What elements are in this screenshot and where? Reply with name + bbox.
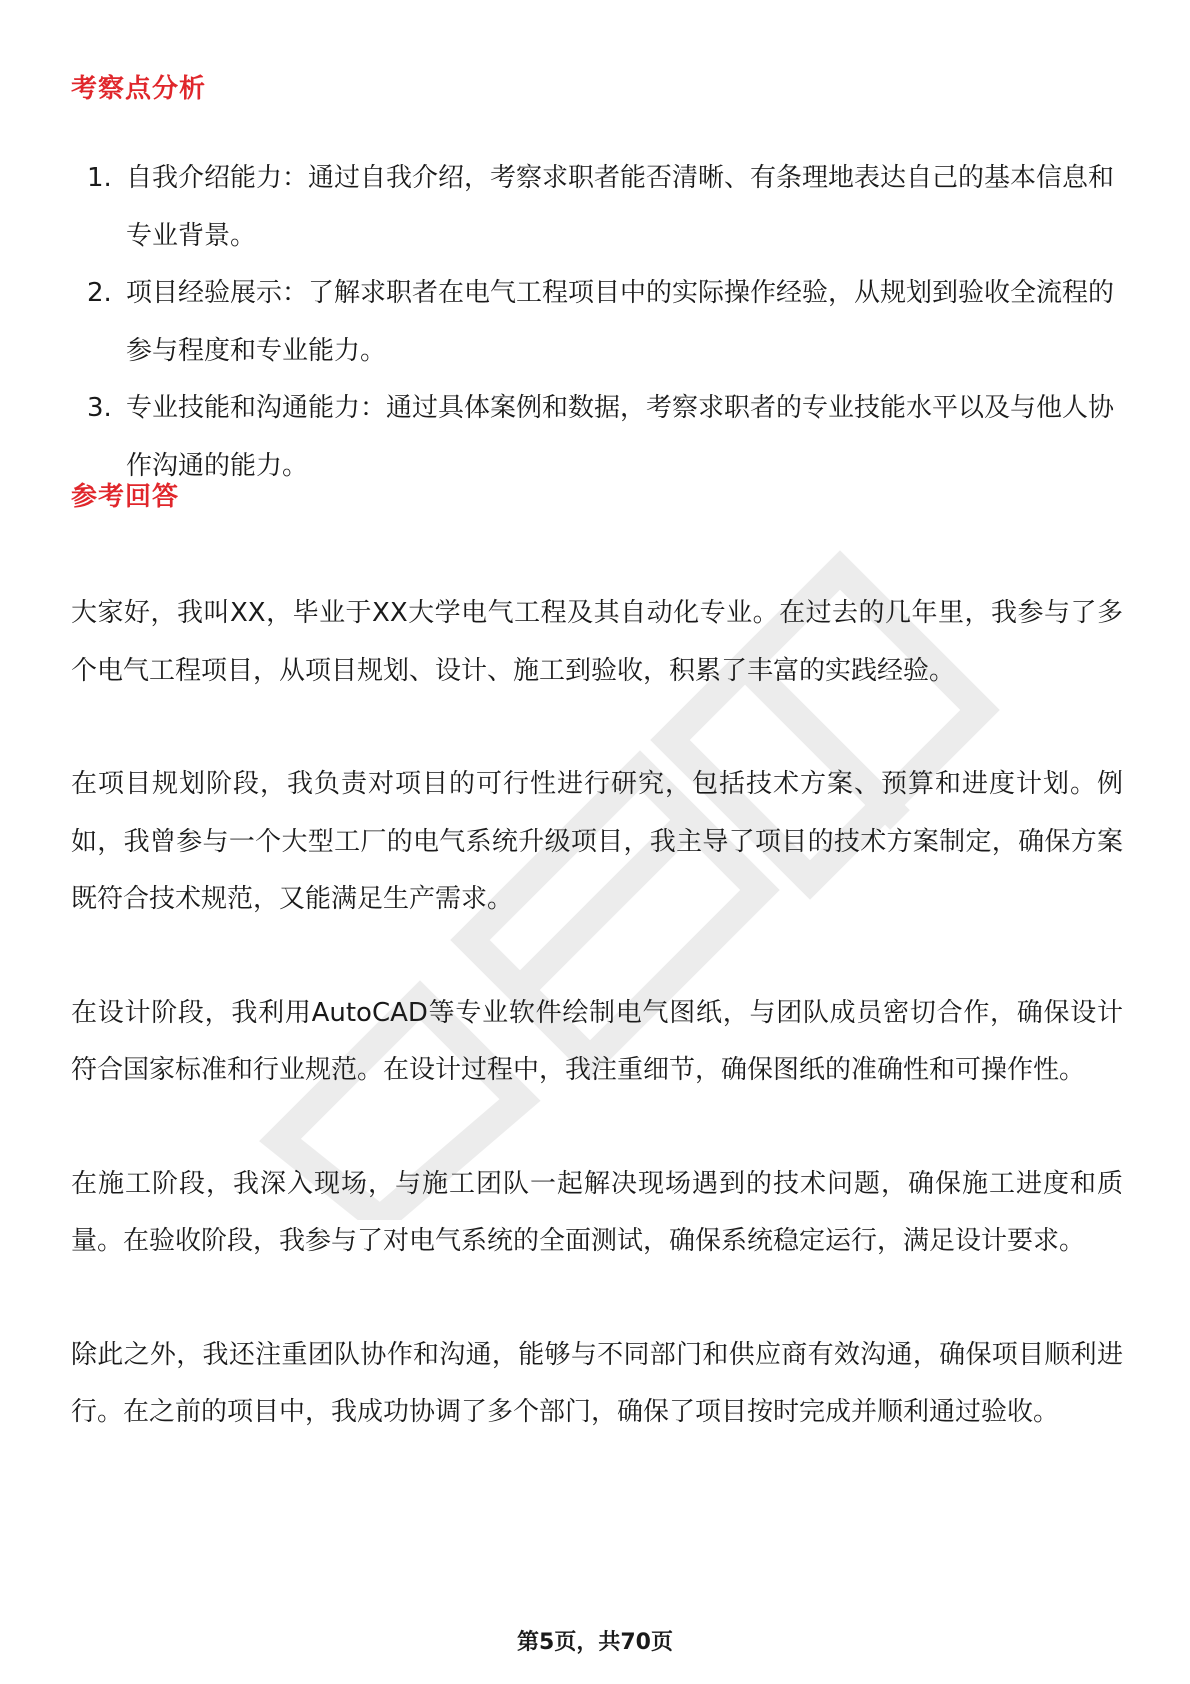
reference-heading: 参考回答 [71, 482, 180, 512]
reference-answer [71, 585, 1123, 1498]
list-item [71, 380, 1121, 495]
list-item-text: 项目经验展示：了解求职者在电气工程项目中的实际操作经验，从规划到验收全流程的参与程度和专业能力。 [126, 278, 1115, 366]
list-item [71, 150, 1121, 265]
analysis-list [71, 150, 1121, 495]
list-item [71, 265, 1121, 380]
page-number: 第5页，共70页 [517, 1630, 673, 1655]
list-item-text: 自我介绍能力：通过自我介绍，考察求职者能否清晰、有条理地表达自己的基本信息和专业背景。 [126, 163, 1115, 251]
list-item-text: 专业技能和沟通能力：通过具体案例和数据，考察求职者的专业技能水平以及与他人协作沟通的能力。 [126, 393, 1115, 481]
list-item-number: 2. [87, 278, 112, 308]
list-item-number: 1. [87, 163, 112, 193]
answer-paragraph: 除此之外，我还注重团队协作和沟通，能够与不同部门和供应商有效沟通，确保项目顺利进行。在之前的项目中，我成功协调了多个部门，确保了项目按时完成并顺利通过验收。 [71, 1339, 1123, 1427]
answer-paragraph: 在施工阶段，我深入现场，与施工团队一起解决现场遇到的技术问题，确保施工进度和质量。在验收阶段，我参与了对电气系统的全面测试，确保系统稳定运行，满足设计要求。 [71, 1168, 1123, 1256]
analysis-heading: 考察点分析 [71, 74, 207, 104]
answer-paragraph: 在项目规划阶段，我负责对项目的可行性进行研究，包括技术方案、预算和进度计划。例如，我曾参与一个大型工厂的电气系统升级项目，我主导了项目的技术方案制定，确保方案既符合技术规范，又能满足生产需求。 [71, 769, 1123, 914]
answer-paragraph: 在设计阶段，我利用AutoCAD等专业软件绘制电气图纸，与团队成员密切合作，确保设计符合国家标准和行业规范。在设计过程中，我注重细节，确保图纸的准确性和可操作性。 [71, 997, 1123, 1085]
list-item-number: 3. [87, 393, 112, 423]
answer-paragraph: 大家好，我叫XX，毕业于XX大学电气工程及其自动化专业。在过去的几年里，我参与了多个电气工程项目，从项目规划、设计、施工到验收，积累了丰富的实践经验。 [71, 598, 1123, 686]
